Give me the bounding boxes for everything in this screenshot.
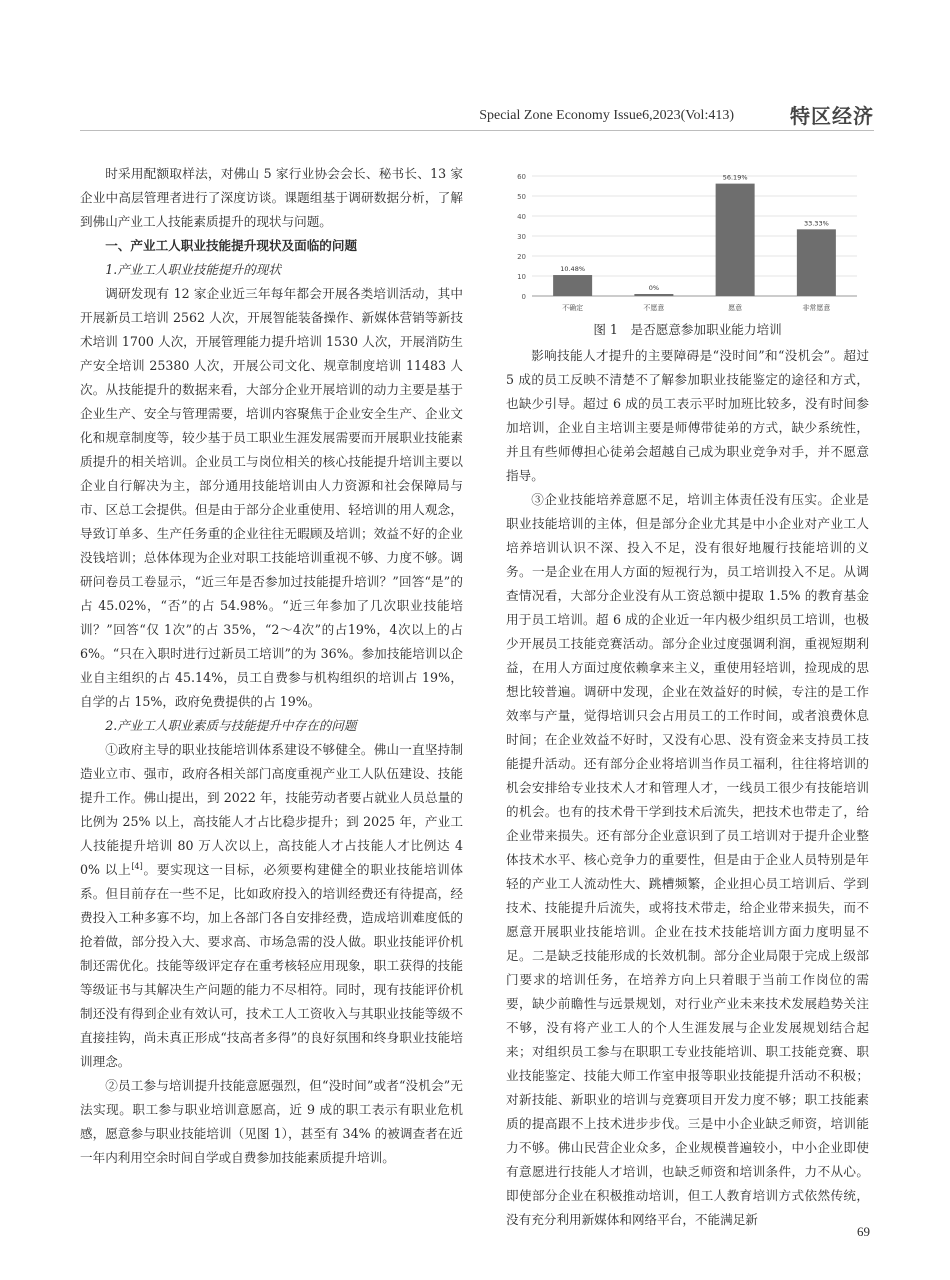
y-tick-label: 40 <box>517 213 526 221</box>
data-label: 10.48% <box>560 265 586 274</box>
paragraph-text: 一、产业工人职业技能提升现状及面临的问题 <box>105 238 358 253</box>
body-paragraph <box>80 738 463 1074</box>
page-header <box>80 100 874 131</box>
paragraph-text: 调研发现有 12 家企业近三年每年都会开展各类培训活动，其中开展新员工培训 2562 人次，开展智能装备操作、新媒体营销等新技术培训 1700 人次，开展管理能力提升培训 1530 人次，开展消防生产安全培训 25380 人次，开展公司文化、规章制度培训 11483 人次。从技能提升的数据来看，大部分企业开展培训的动力主要是基于企业生产、安全与管理需要，培训内容聚焦于企业安全生产、企业文化和规章制度等，较少基于员工职业生涯发展需要而开展职业技能素质提升的相关培训。企业员工与岗位相关的核心技能提升培训主要以企业自行解决为主，部分通用技能培训由人力资源和社会保障局与市、区总工会提供。但是由于部分企业重使用、轻培训的用人观念，导致订单多、生产任务重的企业往往无暇顾及培训；效益不好的企业没钱培训；总体体现为企业对职工技能培训重视不够、力度不够。调研问卷员工卷显示，“近三年是否参加过技能提升培训？”回答“是”的占 45.02%，“否”的占 54.98%。“近三年参加了几次职业技能培训？”回答“仅 1次”的占 35%，“2～4次”的占19%，4次以上的占 6%。“只在入职时进行过新员工培训”的为 36%。参加技能培训以企业自主组织的占 45.14%，员工自费参与机构组织的培训占 19%，自学的占 15%，政府免费提供的占 19%。 <box>80 286 463 709</box>
y-tick-label: 30 <box>517 233 526 241</box>
bar <box>553 275 592 296</box>
y-tick-label: 0 <box>521 293 526 301</box>
page-number: 69 <box>857 1224 870 1239</box>
body-paragraph <box>80 162 463 234</box>
x-tick-label: 不愿意 <box>643 304 665 312</box>
body-paragraph <box>506 488 869 1232</box>
data-label: 56.19% <box>722 173 748 182</box>
bar <box>634 294 673 296</box>
paragraph-text: 时采用配额取样法，对佛山 5 家行业协会会长、秘书长、13 家企业中高层管理者进行了深度访谈。课题组基于调研数据分析，了解到佛山产业工人技能素质提升的现状与问题。 <box>80 166 463 229</box>
y-tick-label: 10 <box>517 273 526 281</box>
body-paragraph <box>506 344 869 488</box>
right-column <box>506 344 869 1232</box>
journal-info: Special Zone Economy Issue6,2023(Vol:413) <box>479 108 734 123</box>
paragraph-text: 影响技能人才提升的主要障碍是“没时间”和“没机会”。超过 5 成的员工反映不清楚不了解参加职业技能鉴定的途径和方式，也缺少引导。超过 6 成的员工表示平时加班比较多，没有时间参加培训，企业自主培训主要是师傅带徒弟的方式，缺少系统性，并且有些师傅担心徒弟会超越自己成为职业竞争对手，并不愿意指导。 <box>506 348 869 483</box>
bar <box>797 229 836 296</box>
subsection-heading <box>80 714 463 738</box>
subsection-heading <box>80 258 463 282</box>
body-paragraph <box>80 1074 463 1170</box>
section-heading <box>80 234 463 258</box>
data-label: 33.33% <box>803 219 829 228</box>
figure-caption: 图 1 是否愿意参加职业能力培训 <box>593 322 782 337</box>
y-tick-label: 50 <box>517 193 526 201</box>
paragraph-text-continued: 。要实现这一目标，必须要构建健全的职业技能培训体系。但目前存在一些不足，比如政府投入的培训经费还有待提高，经费投入工种多寡不均，加上各部门各自安排经费，造成培训难度低的抢着做，部分投入大、要求高、市场急需的没人做。职业技能评价机制还需优化。技能等级评定存在重考核轻应用现象，职工获得的技能等级证书与其解决生产问题的能力不尽相符。同时，现有技能评价机制还没有得到企业有效认可，技术工人工资收入与其职业技能等级不直接挂钩，尚未真正形成“技高者多得”的良好氛围和终身职业技能培训理念。 <box>80 862 464 1069</box>
body-paragraph <box>80 282 463 714</box>
bar <box>716 184 755 296</box>
paragraph-text: 2.产业工人职业素质与技能提升中存在的问题 <box>105 718 357 733</box>
paragraph-text: ②员工参与培训提升技能意愿强烈，但“没时间”或者“没机会”无法实现。职工参与职业培训意愿高，近 9 成的职工表示有职业危机感，愿意参与职业技能培训（见图 1），甚至有 34% 的被调查者在近一年内利用空余时间自学或自费参加技能素质提升培训。 <box>80 1078 463 1165</box>
journal-logo: 特区经济 <box>790 104 874 128</box>
bar-chart <box>506 168 869 318</box>
y-tick-label: 60 <box>517 173 526 181</box>
x-tick-label: 非常愿意 <box>802 304 831 312</box>
citation-ref: [4] <box>131 861 143 871</box>
x-tick-label: 不确定 <box>562 304 584 312</box>
data-label: 0% <box>648 284 660 292</box>
left-column <box>80 162 463 1170</box>
paragraph-text: 1.产业工人职业技能提升的现状 <box>105 262 281 277</box>
x-tick-label: 愿意 <box>728 304 743 312</box>
paragraph-text: ③企业技能培养意愿不足，培训主体责任没有压实。企业是职业技能培训的主体，但是部分企业尤其是中小企业对产业工人培养培训认识不深、投入不足，没有很好地履行技能培训的义务。一是企业在用人方面的短视行为，员工培训投入不足。从调查情况看，大部分企业没有从工资总额中提取 1.5% 的教育基金用于员工培训。超 6 成的企业近一年内极少组织员工培训，也极少开展员工技能竞赛活动。部分企业过度强调利润，重视短期利益，在用人方面过度依赖拿来主义，重使用轻培训，捡现成的思想比较普遍。调研中发现，企业在效益好的时候，专注的是工作效率与产量，觉得培训只会占用员工的工作时间，或者浪费休息时间；在企业效益不好时，又没有心思、没有资金来支持员工技能提升活动。还有部分企业将培训当作员工福利，往往将培训的机会安排给专业技术人才和管理人才，一线员工很少有技能培训的机会。也有的技术骨干学到技术后流失，把技术也带走了，给企业带来损失。还有部分企业意识到了员工培训对于提升企业整体技术水平、核心竞争力的重要性，但是由于企业人员特别是年轻的产业工人流动性大、跳槽频繁，企业担心员工培训后、学到技术、技能提升后流失，或将技术带走，给企业带来损失，而不愿意开展职业技能培训。企业在技术技能培训方面力度明显不足。二是缺乏技能形成的长效机制。部分企业局限于完成上级部门要求的培训任务，在培养方向上只着眼于当前工作岗位的需要，缺少前瞻性与远景规划，对行业产业未来技术发展趋势关注不够，没有将产业工人的个人生涯发展与企业发展规划结合起来；对组织员工参与在职职工专业技能培训、职工技能竞赛、职业技能鉴定、技能大师工作室申报等职业技能提升活动不积极；对新技能、新职业的培训与竞赛项目开发力度不够；职工技能素质的提高跟不上技术进步步伐。三是中小企业缺乏师资，培训能力不够。佛山民营企业众多，企业规模普遍较小，中小企业即使有意愿进行技能人才培训，也缺乏师资和培训条件，力不从心。即使部分企业在积极推动培训，但工人教育培训方式依然传统，没有充分利用新媒体和网络平台，不能满足新 <box>506 492 869 1227</box>
y-tick-label: 20 <box>517 253 526 261</box>
paragraph-text: ①政府主导的职业技能培训体系建设不够健全。佛山一直坚持制造业立市、强市，政府各相关部门高度重视产业工人队伍建设、技能提升工作。佛山提出，到 2022 年，技能劳动者要占就业人员总量的比例为 25% 以上，高技能人才占比稳步提升；到 2025 年，产业工人技能提升培训 80 万人次以上，高技能人才占技能人才比例达 40% 以上 <box>80 742 463 877</box>
